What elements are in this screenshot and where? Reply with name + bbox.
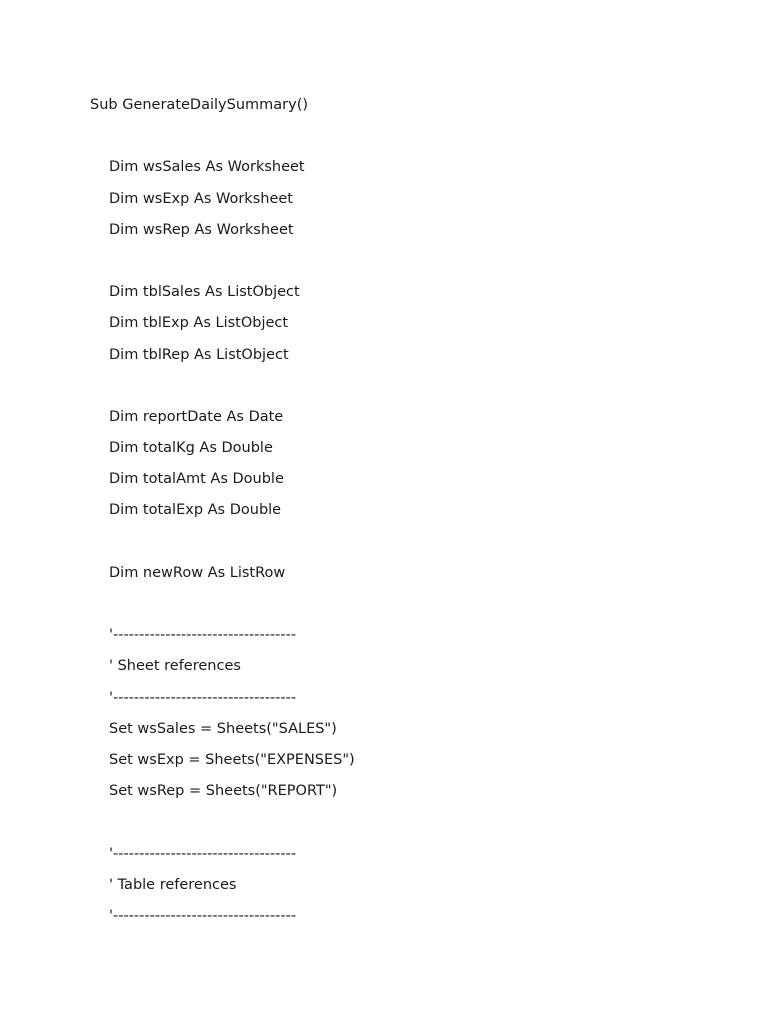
- code-line-set-wsexp: Set wsExp = Sheets("EXPENSES"): [109, 751, 355, 768]
- code-line-dim-totalexp: Dim totalExp As Double: [109, 502, 282, 519]
- blank-line: [90, 371, 690, 402]
- blank-line: [90, 807, 690, 838]
- blank-line: [90, 121, 690, 152]
- blank-line: [90, 246, 690, 277]
- code-line-set-wsrep: Set wsRep = Sheets("REPORT"): [109, 783, 338, 800]
- code-line-dim-tblexp: Dim tblExp As ListObject: [109, 315, 289, 332]
- comment-divider: '-----------------------------------: [109, 627, 297, 644]
- comment-divider: '-----------------------------------: [109, 907, 297, 924]
- code-line-dim-totalamt: Dim totalAmt As Double: [109, 471, 284, 488]
- code-line-dim-wssales: Dim wsSales As Worksheet: [109, 159, 305, 176]
- blank-line: [90, 589, 690, 620]
- comment-table-references: ' Table references: [109, 876, 237, 893]
- code-line-dim-reportdate: Dim reportDate As Date: [109, 408, 284, 425]
- blank-line: [90, 527, 690, 558]
- code-line-dim-wsexp: Dim wsExp As Worksheet: [109, 190, 293, 207]
- vba-code-block: [90, 90, 690, 932]
- code-line-dim-newrow: Dim newRow As ListRow: [109, 564, 286, 581]
- sub-declaration-line: Sub GenerateDailySummary(): [90, 97, 309, 113]
- code-line-dim-tblrep: Dim tblRep As ListObject: [109, 346, 289, 363]
- comment-divider: '-----------------------------------: [109, 689, 297, 706]
- code-line-dim-tblsales: Dim tblSales As ListObject: [109, 284, 300, 301]
- code-line-dim-totalkg: Dim totalKg As Double: [109, 440, 273, 457]
- code-line-dim-wsrep: Dim wsRep As Worksheet: [109, 221, 294, 238]
- comment-sheet-references: ' Sheet references: [109, 658, 241, 675]
- comment-divider: '-----------------------------------: [109, 845, 297, 862]
- code-line-set-wssales: Set wsSales = Sheets("SALES"): [109, 720, 337, 737]
